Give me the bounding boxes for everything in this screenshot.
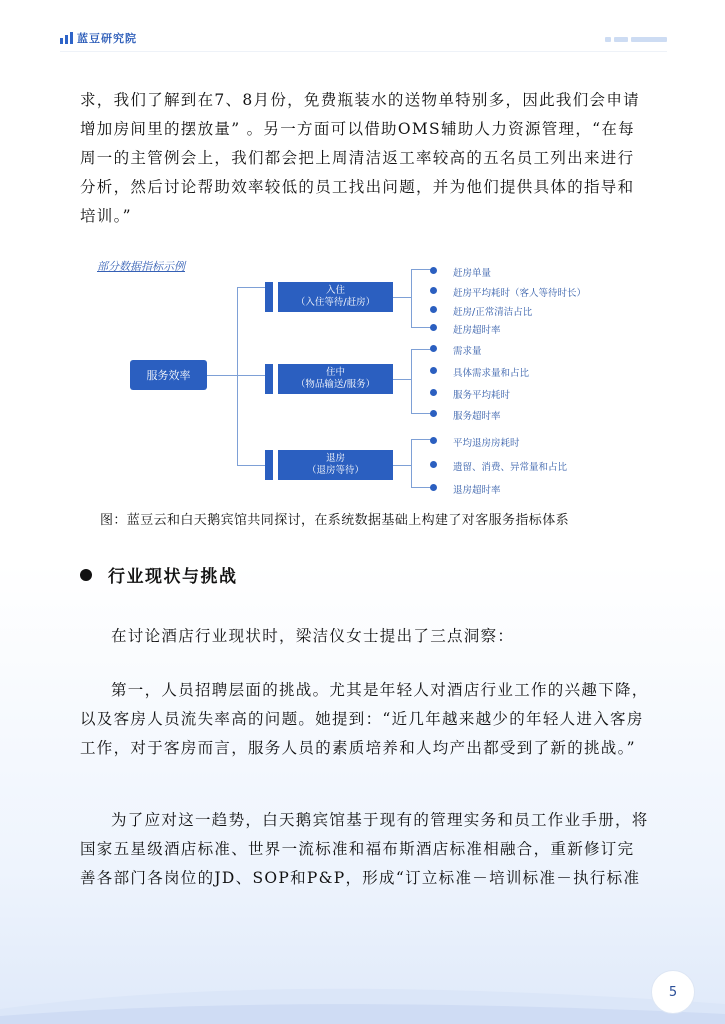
section-title: 行业现状与挑战: [108, 567, 238, 587]
connector: [207, 375, 237, 376]
page-number-badge: [651, 970, 695, 1014]
connector: [411, 269, 431, 270]
group-title: 入住: [325, 285, 345, 296]
leaf-dot: [430, 437, 437, 444]
leaf-dot: [430, 267, 437, 274]
leaf-label: 平均退房房耗时: [453, 438, 520, 449]
leaf-label: 具体需求量和占比: [453, 368, 530, 379]
figure-caption: 图：蓝豆云和白天鹅宾馆共同探讨，在系统数据基础上构建了对客服务指标体系: [100, 513, 570, 528]
connector: [411, 439, 412, 487]
group-node-checkout: [278, 450, 393, 480]
leaf-dot: [430, 410, 437, 417]
leaf-label: 赶房平均耗时（客人等待时长）: [453, 288, 587, 299]
connector: [411, 439, 431, 440]
group-subtitle: （物品输送/服务）: [295, 379, 376, 390]
body-paragraph: 为了应对这一趋势，白天鹅宾馆基于现有的管理实务和员工作业手册，将国家五星级酒店标准、世界一流标准和福布斯酒店标准相融合，重新修订完善各部门各岗位的JD、SOP和P&P，形成“订立标准－培训标准－执行标准: [80, 811, 649, 887]
group-subtitle: （退房等待）: [306, 465, 364, 476]
connector: [411, 269, 412, 327]
connector: [237, 287, 238, 466]
intro-paragraph: 求，我们了解到在7、8月份，免费瓶装水的送物单特别多，因此我们会申请增加房间里的摆放量” 。另一方面可以借助OMS辅助人力资源管理，“在每周一的主管例会上，我们都会把上周清洁返工率较高的五名员工列出来进行分析，然后讨论帮助效率较低的员工找出问题，并为他们提供具体的指导和培训。”: [80, 91, 640, 225]
group-title: 退房: [325, 453, 345, 464]
section-heading: [80, 562, 238, 587]
group-marker: [265, 282, 273, 312]
leaf-dot: [430, 287, 437, 294]
leaf-label: 赶房单量: [453, 268, 492, 279]
connector: [411, 413, 431, 414]
leaf-dot: [430, 367, 437, 374]
bullet-dot-icon: [80, 569, 92, 581]
group-node-in-stay: [278, 364, 393, 394]
leaf-label: 需求量: [453, 346, 482, 357]
connector: [411, 349, 431, 350]
leaf-dot: [430, 324, 437, 331]
connector: [237, 375, 265, 376]
page-number: 5: [668, 984, 678, 1000]
connector: [237, 287, 265, 288]
group-subtitle: （入住等待/赶房）: [295, 297, 376, 308]
root-node-label: 服务效率: [146, 369, 191, 382]
body-paragraph: 在讨论酒店行业现状时，梁洁仪女士提出了三点洞察：: [111, 627, 515, 645]
group-marker: [265, 450, 273, 480]
leaf-dot: [430, 389, 437, 396]
connector: [411, 487, 431, 488]
leaf-label: 服务平均耗时: [453, 390, 511, 401]
leaf-label: 赶房超时率: [453, 325, 501, 336]
group-title: 住中: [325, 367, 345, 378]
connector: [411, 349, 412, 413]
leaf-label: 遗留、消费、异常量和占比: [453, 462, 568, 473]
leaf-dot: [430, 461, 437, 468]
leaf-dot: [430, 484, 437, 491]
body-paragraph: 第一，人员招聘层面的挑战。尤其是年轻人对酒店行业工作的兴趣下降，以及客房人员流失率高的问题。她提到：“近几年越来越少的年轻人进入客房工作，对于客房而言，服务人员的素质培养和人均产出都受到了新的挑战。”: [80, 681, 649, 757]
connector: [411, 327, 431, 328]
logo-text: 蓝豆研究院: [77, 32, 137, 45]
connector: [393, 379, 411, 380]
figure-title: 部分数据指标示例: [97, 260, 185, 273]
connector: [393, 297, 411, 298]
leaf-dot: [430, 345, 437, 352]
service-metrics-diagram: [95, 256, 615, 501]
connector: [393, 465, 411, 466]
group-node-checkin: [278, 282, 393, 312]
root-node-service-efficiency: [130, 360, 207, 390]
leaf-dot: [430, 306, 437, 313]
leaf-label: 赶房/正常清洁占比: [453, 307, 533, 318]
group-marker: [265, 364, 273, 394]
leaf-label: 服务超时率: [453, 411, 501, 422]
connector: [237, 465, 265, 466]
leaf-label: 退房超时率: [453, 485, 501, 496]
